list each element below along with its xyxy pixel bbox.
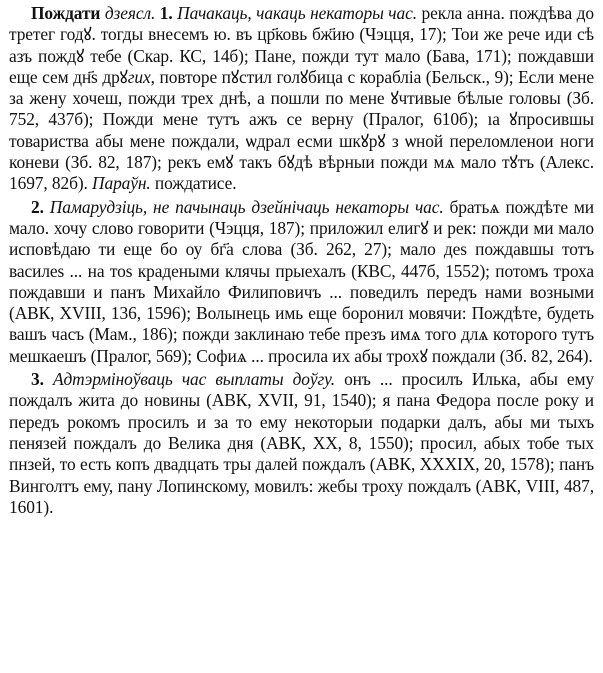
citation-italic-fragment: гих [127,66,151,87]
sense-3-paragraph [9,369,594,518]
sense-number: 1. [159,3,173,23]
see-also-reference: пождатисе. [150,173,237,194]
sense-citations: братьѧ пождѣте ми мало. хочу слово говорити (Чэцця, 187); приложил елигꙋ и рек: пожди ми мало исповѣдаю ти еще бо оу бг҃а слова (Зб. 262, 27); мало деѕ пождавшы тотъ василеѕ ... на тоѕ крадеными клячы прыехалъ (КВС, 447б, 1552); потомъ троха пождавши и панъ Михайло Филиповичъ ... поведилъ передъ нами возными (АВК, XVIII, 136, 1596); Волынець имь еще боронил мовячи: Пождѣте, будеть вашъ часъ (Мам., 186); пожди заклинаю тебе презъ имѧ того длѧ которого тутъ мешкаешъ (Пралог, 569); Софиѧ ... просила их абы трохꙋ пождали (Зб. 82, 264). [9,196,594,366]
sense-number: 3. [31,369,44,390]
sense-1-paragraph [9,3,594,195]
sense-citations: рекла анна. пождѣва до третег годꙋ. тогды внесемъ ю. въ цр҃ковь бж҃ию (Чэцця, 17); Тои же рече иди сѣ азъ пождꙋ тебе (Скар. КС, 14б); Пане, пожди тут мало (Бава, 171); пождавши еще сем дн҃ѕ дрꙋ [9,3,595,87]
sense-definition: Пачакаць, чакаць некаторы час. [177,3,417,23]
sense-definition: Адтэрміноўваць час выплаты доўгу. [52,369,335,390]
sense-2-paragraph [9,197,594,367]
part-of-speech: дзеясл. [104,3,156,23]
sense-citations: онъ ... просилъ Илька, абы ему пождалъ жита до новины (АВК, XVII, 91, 1540); я пана Федора после року и передъ рокомъ просилъ и за то ему некоторыи подарки далъ, абы ми тыхъ пенязей пождалъ до Велика дня (АВК, XX, 8, 1550); просил, абых тобе тых пнзей, то есть копъ двадцать тры далей пождалъ (АВК, XXXIX, 20, 1578); панъ Винголтъ ему, пану Лопинскому, мовилъ: жебы троху пождалъ (АВК, VIII, 487, 1601). [9,369,595,517]
sense-number: 2. [31,196,44,217]
sense-citations-continued: , повторе пꙋстил голꙋбица с корабліа (Бельск., 9); Если мене за жену хочеш, пожди трех днѣ, а пошли по мене ꙋчтивые бѣлые головы (Зб. 752, 437б); Пожди мене тутъ ажъ се верну (Пралог, 610б); ıа ꙋпросившы товариства абы мене пождали, ѡдрал есми шкꙋрꙋ з ѡной переломленои ноги коневи (Зб. 82, 187); рекъ емꙋ такъ бꙋдѣ вѣрныи пожди мѧ мало тꙋтъ (Алекс. 1697, 82б). [9,66,594,194]
see-also-label: Параўн. [92,173,151,194]
sense-definition: Памарудзіць, не пачынаць дзейнічаць некаторы час. [49,196,444,217]
headword: Пождати [31,3,101,23]
